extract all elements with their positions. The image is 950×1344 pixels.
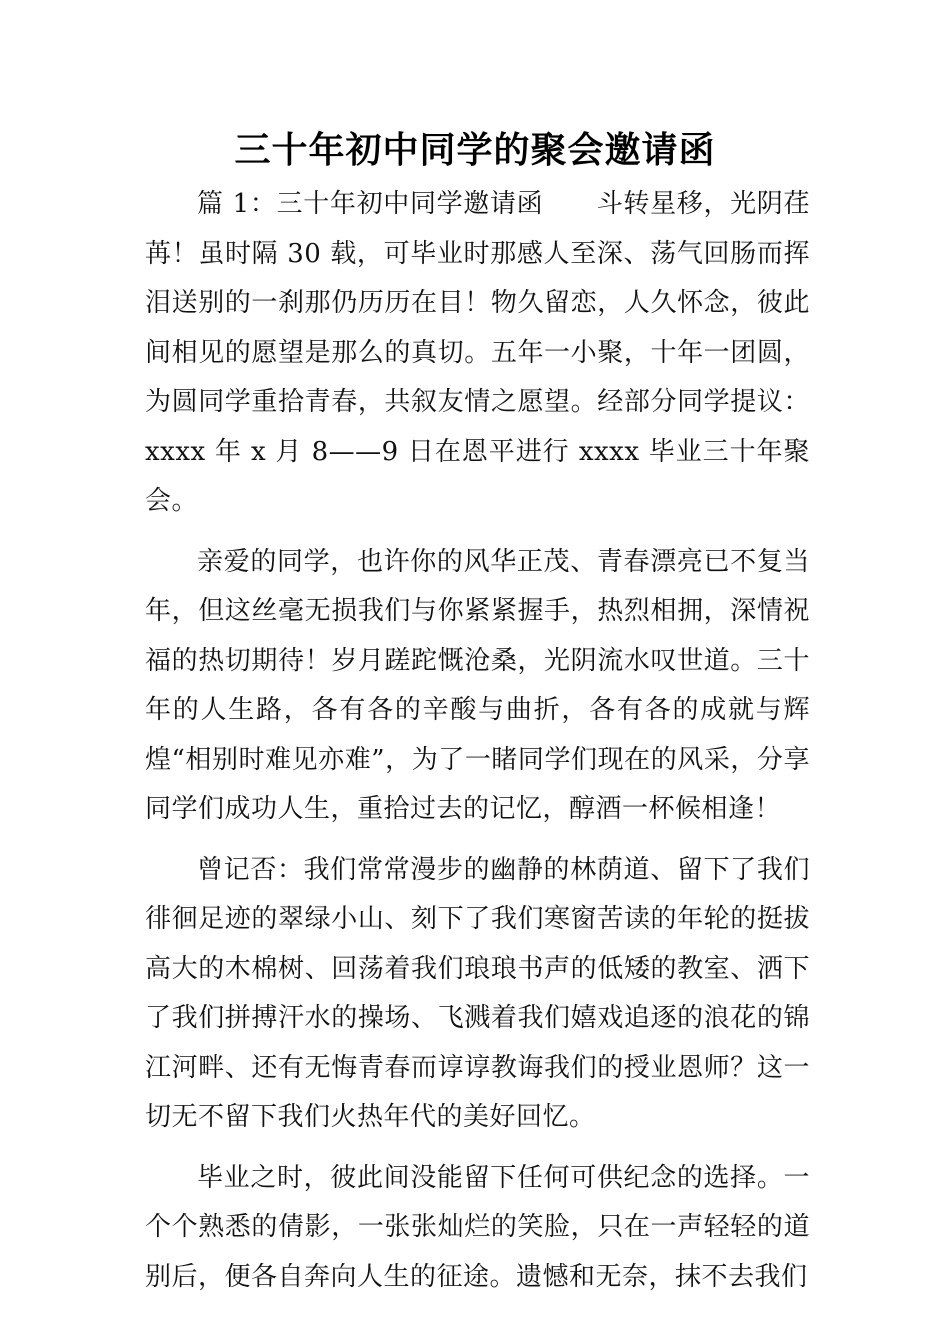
document-body — [145, 180, 810, 1313]
paragraph: 亲爱的同学，也许你的风华正茂、青春漂亮已不复当年，但这丝毫无损我们与你紧紧握手，热烈相拥，深情祝福的热切期待！岁月蹉跎慨沧桑，光阴流水叹世道。三十年的人生路，各有各的辛酸与曲折，各有各的成就与辉煌“相别时难见亦难”，为了一睹同学们现在的风采，分享同学们成功人生，重拾过去的记忆，醇酒一杯候相逢！ — [145, 546, 810, 824]
paragraph: 曾记否：我们常常漫步的幽静的林荫道、留下了我们徘徊足迹的翠绿小山、刻下了我们寒窗苦读的年轮的挺拔高大的木棉树、回荡着我们琅琅书声的低矮的教室、洒下了我们拼搏汗水的操场、飞溅着我们嬉戏追逐的浪花的锦江河畔、还有无悔青春而谆谆教诲我们的授业恩师？这一切无不留下我们火热年代的美好回忆。 — [145, 854, 810, 1132]
paragraph: 毕业之时，彼此间没能留下任何可供纪念的选择。一个个熟悉的倩影，一张张灿烂的笑脸，只在一声轻轻的道别后，便各自奔向人生的征途。遗憾和无奈，抹不去我们 — [145, 1162, 810, 1292]
paragraph: 篇 1：三十年初中同学邀请函 斗转星移，光阴荏苒！虽时隔 30 载，可毕业时那感人至深、荡气回肠而挥泪送别的一刹那仍历历在目！物久留恋，人久怀念，彼此间相见的愿望是那么的真切。五年一小聚，十年一团圆，为圆同学重拾青春，共叙友情之愿望。经部分同学提议：xxxx 年 x 月 8——9 日在恩平进行 xxxx 毕业三十年聚会。 — [145, 189, 810, 516]
document-title: 三十年初中同学的聚会邀请函 — [234, 130, 716, 171]
